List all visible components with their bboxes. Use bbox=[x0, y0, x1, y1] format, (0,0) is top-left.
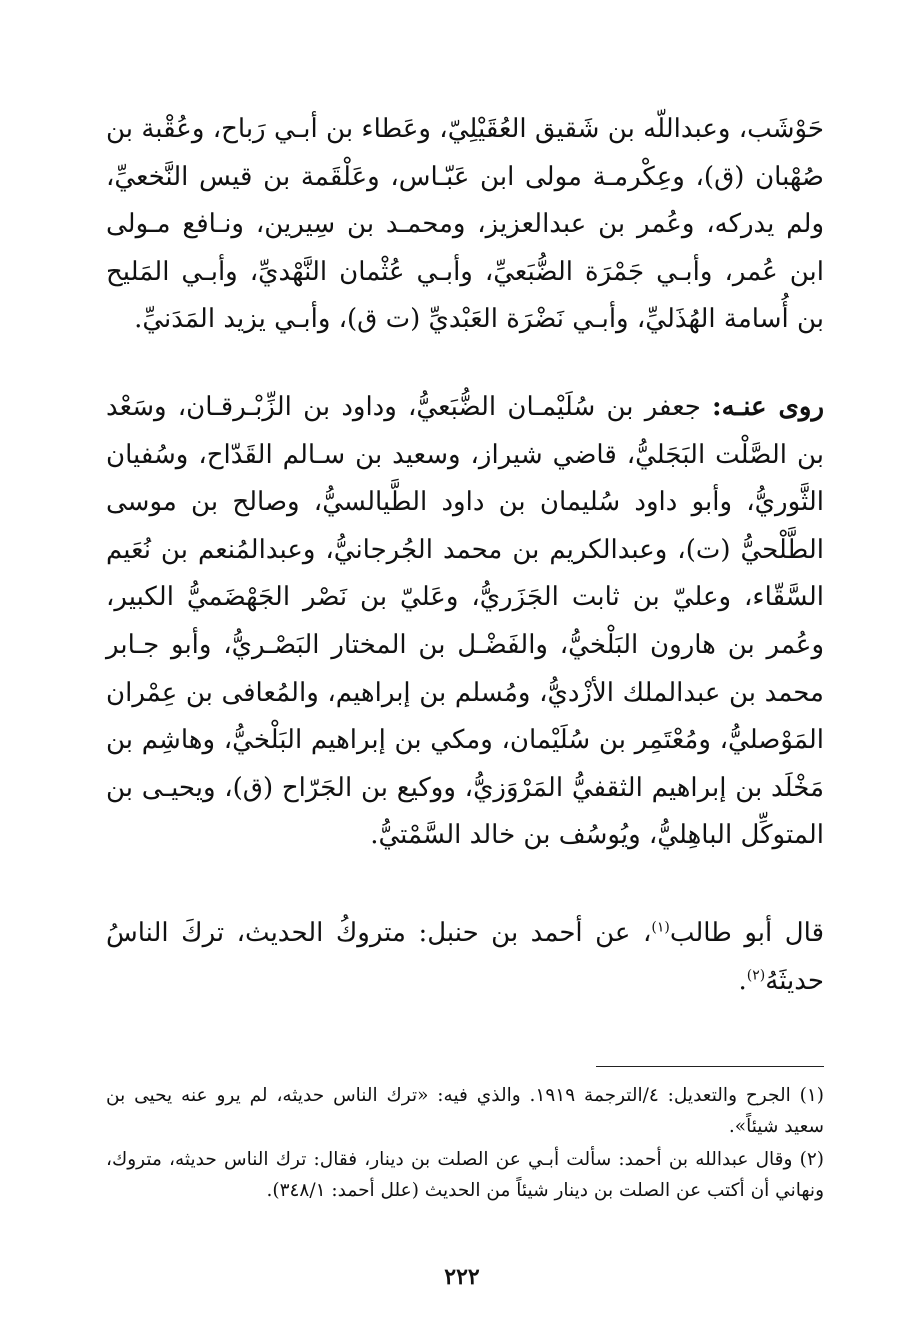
footnote-2: (٢) وقال عبدالله بن أحمد: سألت أبـي عن الصلت بن دينار، فقال: ترك الناس حديثه، متروك، ونهاني أن أكتب عن الصلت بن دينار شيئاً من الحديث (علل أحمد: ٣٤٨/١). bbox=[106, 1149, 824, 1201]
critique-text-part-2: ، عن أحمد بن حنبل: متروكُ الحديث، تركَ الناسُ حديثَهُ bbox=[106, 918, 824, 996]
paragraph-narrators-from-him bbox=[106, 384, 824, 860]
section-label-rawa-anhu: روى عنـه: bbox=[712, 392, 825, 422]
critique-text-part-3: . bbox=[738, 965, 747, 996]
page-number: ٢٢٢ bbox=[444, 1264, 480, 1290]
narrators-list: جعفر بن سُلَيْمـان الضُّبَعيُّ، وداود بن الزِّبْـرقـان، وسَعْد بن الصَّلْت البَجَليُّ، قاضي شيراز، وسعيد بن سـالم القَدّاح، وسُفيان الثَّوريُّ، وأبو داود سُليمان بن داود الطَّيالسيُّ، وصالح بن موسى الطَّلْحيُّ (ت)، وعبدالكريم بن محمد الجُرجانيُّ، وعبدالمُنعم بن نُعَيم السَّقّاء، وعليّ بن ثابت الجَزَريُّ، وعَليّ بن نَصْر الجَهْضَميُّ الكبير، وعُمر بن هارون البَلْخيُّ، والفَضْـل بن المختار البَصْـريُّ، وأبو جـابر محمد بن عبدالملك الأزْديُّ، ومُسلم بن إبراهيم، والمُعافى بن عِمْران المَوْصليُّ، ومُعْتَمِر بن سُلَيْمان، ومكي بن إبراهيم البَلْخيُّ، وهاشِم بن مَخْلَد بن إبراهيم الثقفيُّ المَرْوَزيُّ، ووكيع بن الجَرّاح (ق)، ويحيـى بن المتوكِّل الباهِليُّ، ويُوسُف بن خالد السَّمْتيُّ. bbox=[106, 392, 824, 851]
paragraph-teachers-list: حَوْشَب، وعبداللّه بن شَقيق العُقَيْلِيّ، وعَطاء بن أبـي رَباح، وعُقْبة بن صُهْبان (ق)، وعِكْرمـة مولى ابن عَبّـاس، وعَلْقَمة بن قيس النَّخعيِّ، ولم يدركه، وعُمر بن عبدالعزيز، ومحمـد بن سِيرين، ونـافع مـولى ابن عُمر، وأبـي جَمْرَة الضُّبَعيِّ، وأبـي عُثْمان النَّهْديِّ، وأبـي المَليح بن أُسامة الهُذَليِّ، وأبـي نَضْرَة العَبْديِّ (ت ق)، وأبـي يزيد المَدَنيِّ. bbox=[106, 114, 824, 335]
footnote-separator bbox=[596, 1066, 824, 1067]
footnote-ref-2[interactable]: (٢) bbox=[746, 966, 766, 983]
critique-text-part-1: قال أبو طالب bbox=[669, 918, 824, 948]
footnote-ref-1[interactable]: (١) bbox=[651, 919, 670, 936]
footnote-1: (١) الجرح والتعديل: ٤/الترجمة ١٩١٩. والذي فيه: «ترك الناس حديثه، لم يرو عنه يحيى بن سعيد شيئاً». bbox=[106, 1085, 824, 1137]
paragraph-critique bbox=[106, 910, 824, 1005]
footnotes-section bbox=[106, 1080, 824, 1208]
